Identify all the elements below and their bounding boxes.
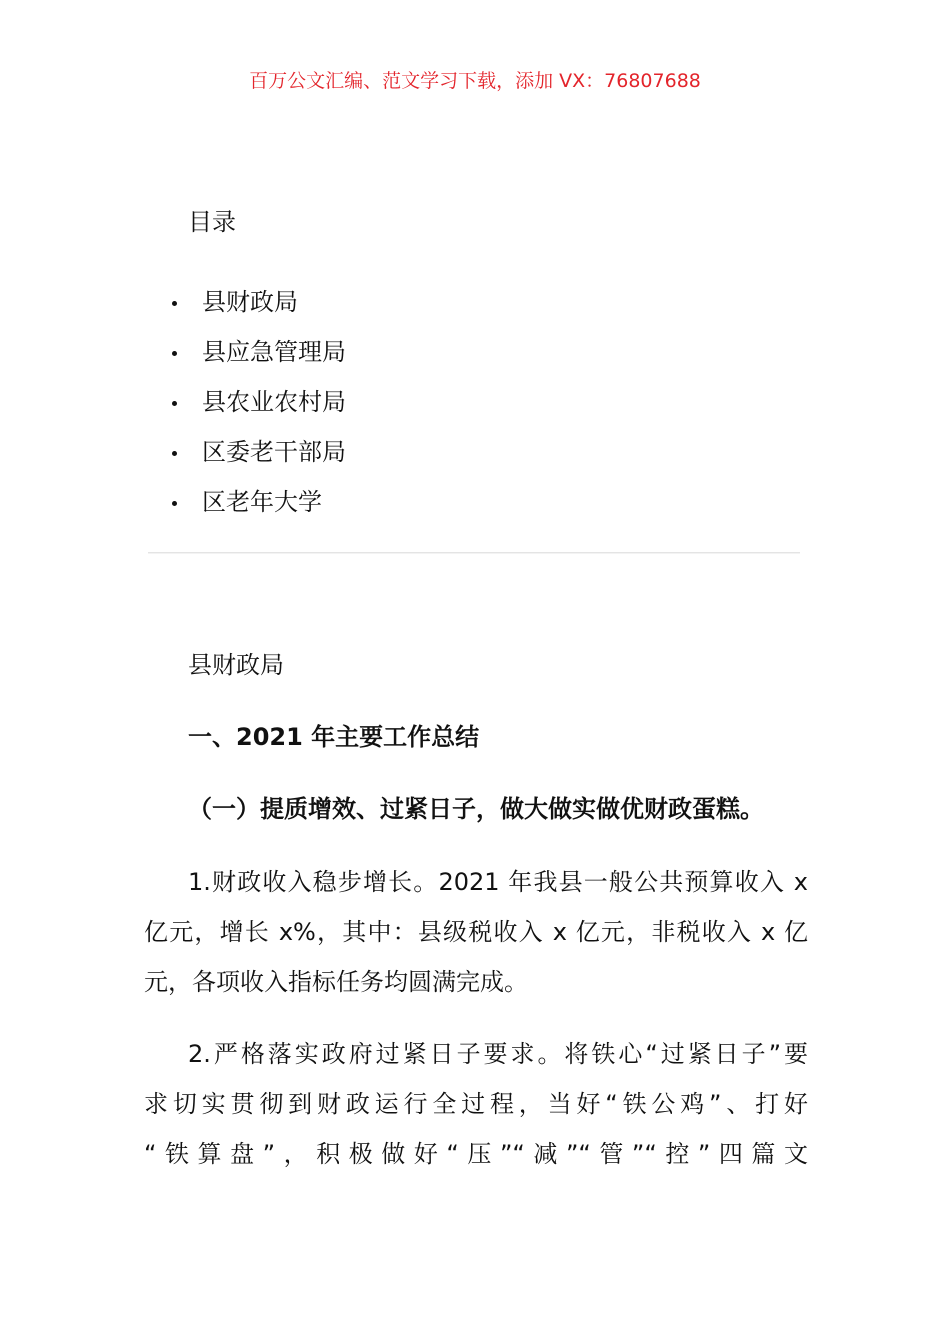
toc-item-label: 区委老干部局 [202,438,346,466]
paragraph-line: 元，各项收入指标任务均圆满完成。 [144,968,528,996]
bullet-icon [172,301,177,306]
heading-level-2: （一）提质增效、过紧日子，做大做实做优财政蛋糕。 [188,795,764,823]
toc-item-label: 县农业农村局 [202,388,346,416]
toc-item-label: 县应急管理局 [202,338,346,366]
toc-item-agriculture-bureau[interactable] [168,377,346,427]
paragraph-austerity [144,1029,808,1179]
section-divider [148,552,800,553]
heading-level-1: 一、2021 年主要工作总结 [188,723,480,751]
toc-item-senior-university[interactable] [168,477,346,527]
table-of-contents [168,277,346,527]
paragraph-line: 2.严格落实政府过紧日子要求。将铁心“过紧日子”要 [188,1040,808,1068]
bullet-icon [172,451,177,456]
bullet-icon [172,501,177,506]
toc-item-finance-bureau[interactable] [168,277,346,327]
watermark-header: 百万公文汇编、范文学习下载，添加 VX：76807688 [249,70,701,92]
toc-title: 目录 [188,208,236,236]
paragraph-revenue-growth [144,857,808,1007]
paragraph-line: “铁算盘”，积极做好“压”“减”“管”“控”四篇文 [144,1140,808,1168]
bullet-icon [172,401,177,406]
bullet-icon [172,351,177,356]
paragraph-line: 1.财政收入稳步增长。2021 年我县一般公共预算收入 x [188,868,808,896]
section-name: 县财政局 [188,651,284,679]
toc-item-veteran-cadres-bureau[interactable] [168,427,346,477]
paragraph-line: 求切实贯彻到财政运行全过程，当好“铁公鸡”、打好 [144,1090,808,1118]
toc-item-label: 区老年大学 [202,488,322,516]
toc-item-emergency-management-bureau[interactable] [168,327,346,377]
paragraph-line: 亿元，增长 x%，其中：县级税收入 x 亿元，非税收入 x 亿 [144,918,808,946]
toc-item-label: 县财政局 [202,288,298,316]
